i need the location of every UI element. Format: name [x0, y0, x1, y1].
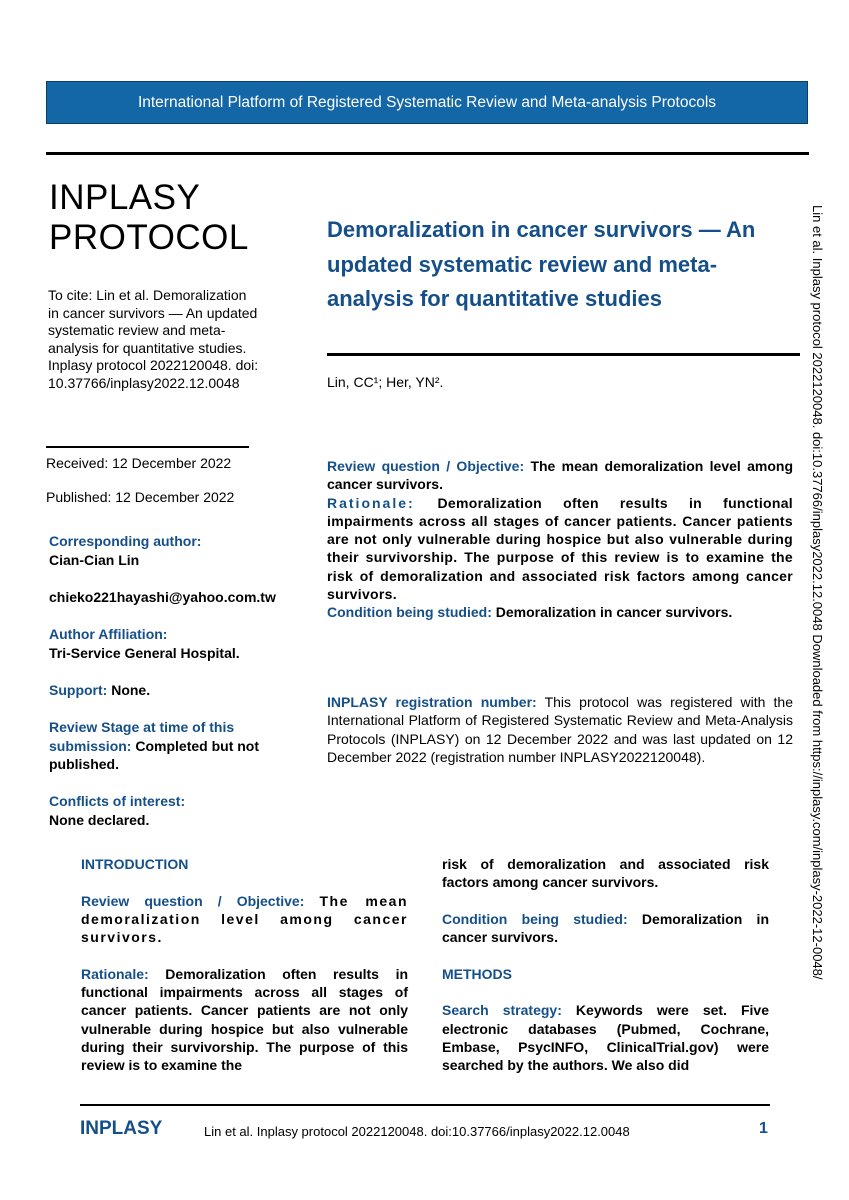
doc-type-line1: INPLASY	[49, 178, 201, 217]
abstract-condition-label: Condition being studied:	[327, 604, 492, 621]
body-rq-label: Review question / Objective:	[81, 892, 305, 909]
registration-label: INPLASY registration number:	[327, 694, 537, 710]
cite-rule	[46, 446, 249, 448]
abstract-rq-text: The mean demoralization level among cancer survivors.	[327, 458, 794, 493]
side-download-note: Lin et al. Inplasy protocol 2022120048. doi:10.37766/inplasy2022.12.0048 Downloaded from https://inplasy.com/inplasy-2022-12-0048/	[810, 205, 825, 980]
footer-brand: INPLASY	[80, 1118, 163, 1139]
conflicts-value: None declared.	[49, 811, 150, 828]
body-review-question	[81, 892, 408, 947]
corresponding-author	[49, 532, 314, 569]
left-column	[81, 855, 408, 1093]
doc-type-line2: PROTOCOL	[49, 218, 249, 257]
right-column	[442, 855, 769, 1093]
body-condition	[442, 910, 769, 947]
abstract-block	[327, 457, 793, 622]
body-search-text: Keywords were set. Five electronic databases (Pubmed, Cochrane, Embase, PsycINFO, ClinicalTrial.gov) were searched by the authors. We also did	[442, 1002, 769, 1074]
received-date: Received: 12 December 2022	[46, 455, 232, 471]
body-rationale-continued: risk of demoralization and associated risk factors among cancer survivors.	[442, 856, 769, 891]
conflicts	[49, 792, 314, 829]
body-condition-text: Demoralization in cancer survivors.	[442, 910, 769, 946]
footer-citation: Lin et al. Inplasy protocol 2022120048. doi:10.37766/inplasy2022.12.0048	[204, 1124, 630, 1139]
corresponding-name: Cian-Cian Lin	[49, 551, 140, 568]
author-email: chieko221hayashi@yahoo.com.tw	[49, 589, 276, 605]
body-rationale	[81, 965, 408, 1075]
platform-banner	[46, 81, 808, 124]
corresponding-label: Corresponding author:	[49, 533, 202, 549]
author-affiliation	[49, 625, 314, 662]
registration-text: This protocol was registered with the International Platform of Registered Systematic Review and Meta-Analysis Protocols (INPLASY) on 12 December 2022 and was last updated on 12 December 2022 (registration number INPLASY2022120048).	[327, 694, 794, 765]
banner-text: International Platform of Registered Systematic Review and Meta-analysis Protocols	[137, 93, 717, 111]
review-stage	[49, 718, 289, 774]
registration-block	[327, 693, 793, 766]
title-rule	[327, 353, 800, 356]
body-rationale-text-a: Demoralization often results in functional impairments across all stages of cancer patients. Cancer patients are not only vulnerable during hospice but also vulnerable during their survivorship. The purpose of this review is to examine the	[81, 965, 409, 1074]
abstract-rationale-label: Rationale:	[327, 494, 415, 511]
abstract-review-question	[327, 457, 793, 494]
abstract-rq-label: Review question / Objective:	[327, 458, 525, 474]
introduction-heading: INTRODUCTION	[81, 856, 189, 872]
page-number: 1	[759, 1120, 768, 1137]
stage-label: Review Stage at time of this submission:	[49, 719, 235, 754]
document-type-title	[49, 178, 249, 258]
support	[49, 681, 314, 700]
footer-rule	[80, 1104, 770, 1106]
published-date: Published: 12 December 2022	[46, 489, 235, 505]
stage-value: Completed but not published.	[49, 737, 260, 772]
header-rule	[46, 152, 809, 155]
body-search-strategy	[442, 1001, 769, 1074]
abstract-rationale	[327, 494, 793, 604]
abstract-condition-text: Demoralization in cancer survivors.	[495, 604, 733, 621]
conflicts-label: Conflicts of interest:	[49, 793, 186, 809]
body-rationale-label: Rationale:	[81, 965, 149, 982]
article-title: Demoralization in cancer survivors — An updated systematic review and meta-analysis for quantitative studies	[327, 217, 756, 311]
support-value: None.	[111, 682, 151, 698]
body-rq-text: The mean demoralization level among cancer survivors.	[81, 892, 409, 946]
citation-block: To cite: Lin et al. Demoralization in cancer survivors — An updated systematic review and meta-analysis for quantitative studies. Inplasy protocol 2022120048. doi: 10.37766/inplasy2022.12.0048	[48, 287, 259, 391]
abstract-rationale-text: Demoralization often results in functional impairments across all stages of cancer patients. Cancer patients are not only vulnerable during hospice but also vulnerable during their survivorship. The purpose of this review is to examine the risk of demoralization and associated risk factors among cancer survivors.	[327, 494, 793, 603]
affiliation-label: Author Affiliation:	[49, 626, 168, 642]
authors: Lin, CC¹; Her, YN².	[327, 374, 444, 390]
affiliation-value: Tri-Service General Hospital.	[49, 644, 240, 661]
body-search-label: Search strategy:	[442, 1002, 562, 1019]
abstract-condition	[327, 603, 793, 621]
methods-heading: METHODS	[442, 965, 512, 982]
body-condition-label: Condition being studied:	[442, 910, 628, 927]
support-label: Support:	[49, 682, 108, 698]
